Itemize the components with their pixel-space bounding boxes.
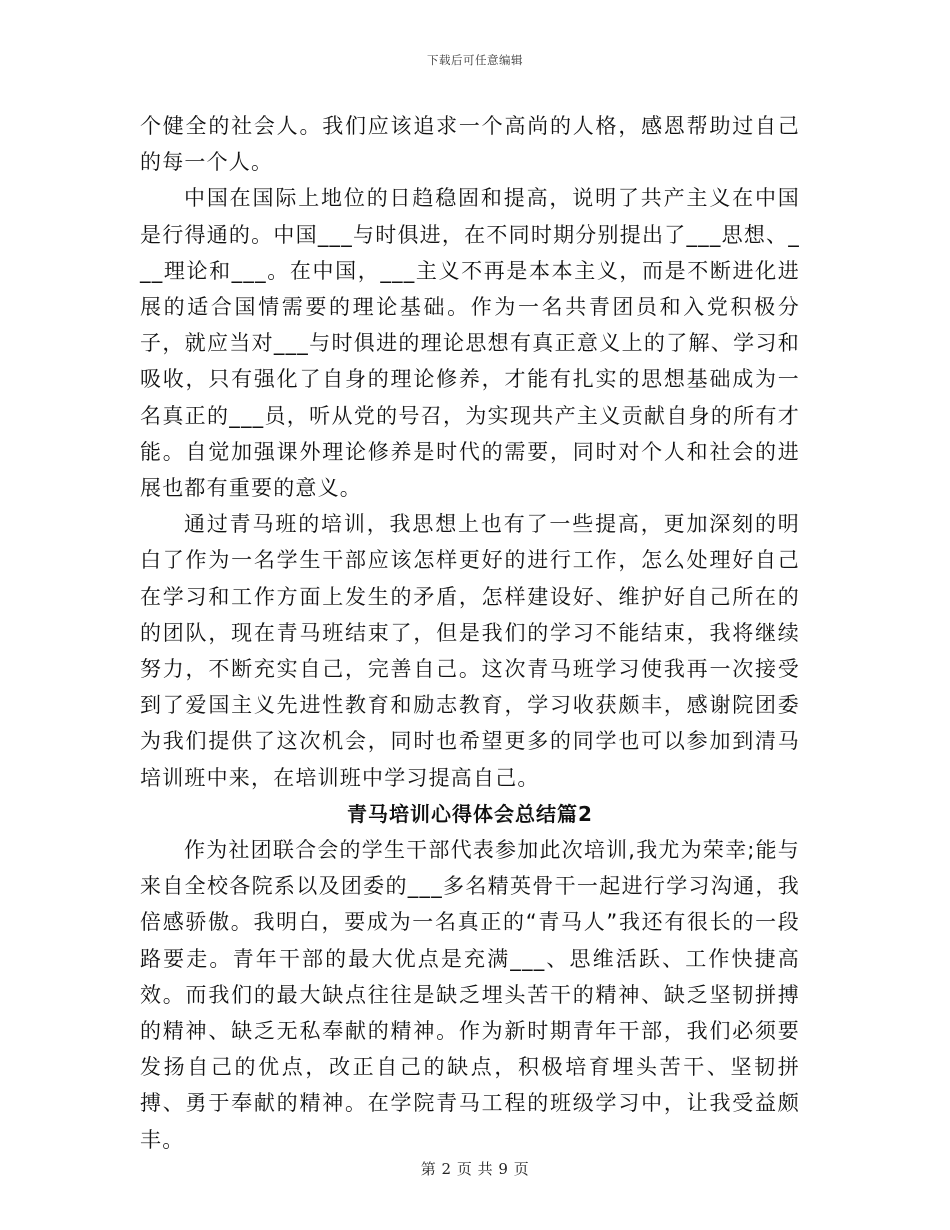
- section-title: 青马培训心得体会总结篇2: [347, 801, 593, 826]
- page-number: 第 2 页 共 9 页: [420, 1160, 530, 1178]
- document-body: [140, 108, 800, 1158]
- page-header: 下载后可任意编辑: [427, 53, 523, 67]
- paragraph-theory: 中国在国际上地位的日趋稳固和提高，说明了共产主义在中国是行得通的。中国___与时俱进，在不同时期分别提出了___思想、___理论和___。在中国，___主义不再是本本主义，而是不断进化进展的适合国情需要的理论基础。作为一名共青团员和入党积极分子，就应当对___与时俱进的理论思想有真正意义上的了解、学习和吸收，只有强化了自身的理论修养，才能有扎实的思想基础成为一名真正的___员，听从党的号召，为实现共产主义贡献自身的所有才能。自觉加强课外理论修养是时代的需要，同时对个人和社会的进展也都有重要的意义。: [140, 186, 800, 501]
- paragraph-section2: 作为社团联合会的学生干部代表参加此次培训,我尤为荣幸;能与来自全校各院系以及团委的___多名精英骨干一起进行学习沟通，我倍感骄傲。我明白，要成为一名真正的“青马人”我还有很长的一段路要走。青年干部的最大优点是充满___、思维活跃、工作快捷高效。而我们的最大缺点往往是缺乏埋头苦干的精神、缺乏坚韧拼搏的精神、缺乏无私奉献的精神。作为新时期青年干部，我们必须要发扬自己的优点，改正自己的缺点，积极培育埋头苦干、坚韧拼搏、勇于奉献的精神。在学院青马工程的班级学习中，让我受益颇丰。: [140, 838, 800, 1152]
- paragraph-continuation: 个健全的社会人。我们应该追求一个高尚的人格，感恩帮助过自己的每一个人。: [140, 114, 800, 175]
- paragraph-training: 通过青马班的培训，我思想上也有了一些提高，更加深刻的明白了作为一名学生干部应该怎样更好的进行工作，怎么处理好自己在学习和工作方面上发生的矛盾，怎样建设好、维护好自己所在的的团队，现在青马班结束了，但是我们的学习不能结束，我将继续努力，不断充实自己，完善自己。这次青马班学习使我再一次接受到了爱国主义先进性教育和励志教育，学习收获颇丰，感谢院团委为我们提供了这次机会，同时也希望更多的同学也可以参加到清马培训班中来，在培训班中学习提高自己。: [140, 512, 800, 790]
